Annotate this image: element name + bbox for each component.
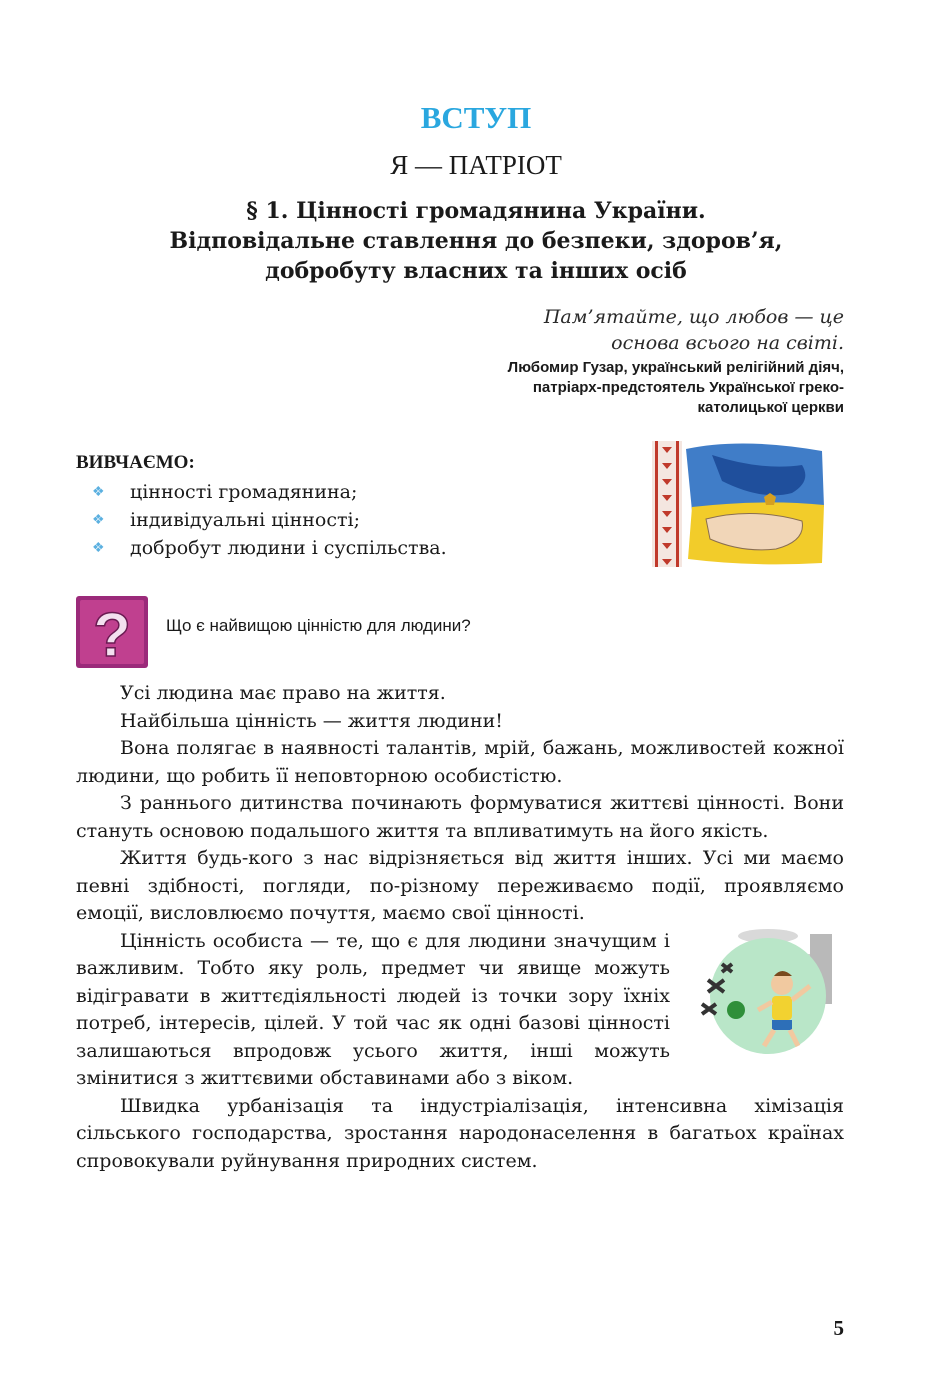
diamond-bullet-icon: ❖: [92, 512, 105, 528]
learn-item-text: індивідуальні цінності;: [130, 509, 360, 531]
learn-heading: ВИВЧАЄМО:: [76, 452, 195, 473]
body-paragraph: Усі людина має право на життя.: [120, 682, 446, 704]
diamond-bullet-icon: ❖: [92, 484, 105, 500]
boy-with-ball-illustration: [682, 924, 852, 1064]
paragraph-heading-line: добробуту власних та інших осіб: [265, 258, 687, 284]
page-number: 5: [833, 1316, 844, 1340]
epigraph-quote: [544, 304, 844, 356]
body-text: [76, 680, 844, 1175]
learn-item: [92, 534, 447, 562]
question-icon: [76, 596, 148, 668]
paragraph-heading: [80, 196, 872, 286]
paragraph-heading-line: Відповідальне ставлення до безпеки, здоров’я,: [169, 228, 783, 254]
learn-list: [92, 478, 447, 562]
svg-text:?: ?: [93, 601, 131, 668]
body-paragraph: Цінність особиста — те, що є для людини значущим і важливим. Тобто яку роль, предмет чи явище можуть відігравати в життєдіяльності людей із точки зору їхніх потреб, інтересів, цілей. У той час як одні базові цінності залишаються впродовж усього життя, інші можуть змінитися з життєвими обставинами або з віком.: [76, 929, 670, 1089]
section-title: ВСТУП: [420, 100, 532, 135]
question-text: Що є найвищою цінністю для людини?: [166, 616, 471, 635]
chapter-title: Я — ПАТРІОТ: [390, 150, 562, 180]
paragraph-heading-line: § 1. Цінності громадянина України.: [246, 198, 706, 224]
epigraph-line: основа всього на світі.: [611, 332, 844, 354]
body-paragraph: Вона полягає в наявності талантів, мрій, бажань, можливостей кожної людини, що робить її неповторною особистістю.: [76, 737, 844, 787]
hands-illustration: [652, 441, 828, 567]
diamond-bullet-icon: ❖: [92, 540, 105, 556]
body-paragraph: З раннього дитинства починають формуватися життєві цінності. Вони стануть основою подальшого життя та впливатимуть на його якість.: [76, 792, 844, 842]
epigraph-author: [508, 358, 844, 418]
body-paragraph: Швидка урбанізація та індустріалізація, інтенсивна хімізація сільського господарства, зростання народонаселення в багатьох країнах спровокували руйнування природних систем.: [76, 1094, 844, 1172]
epigraph-author-line: Любомир Гузар, український релігійний діяч,: [507, 359, 844, 376]
learn-item-text: добробут людини і суспільства.: [130, 537, 447, 559]
epigraph-author-line: патріарх-предстоятель Української греко-: [532, 379, 844, 396]
learn-item: [92, 478, 447, 506]
body-paragraph: Життя будь-кого з нас відрізняється від життя інших. Усі ми маємо певні здібності, погляди, по-різному переживаємо події, проявляємо емоції, висловлюємо почуття, маємо свої цінності.: [76, 847, 844, 924]
epigraph-author-line: католицької церкви: [697, 399, 844, 416]
learn-item: [92, 506, 447, 534]
epigraph-line: Пам’ятайте, що любов — це: [543, 306, 844, 328]
body-paragraph: Найбільша цінність — життя людини!: [120, 709, 503, 732]
learn-item-text: цінності громадянина;: [130, 481, 358, 503]
